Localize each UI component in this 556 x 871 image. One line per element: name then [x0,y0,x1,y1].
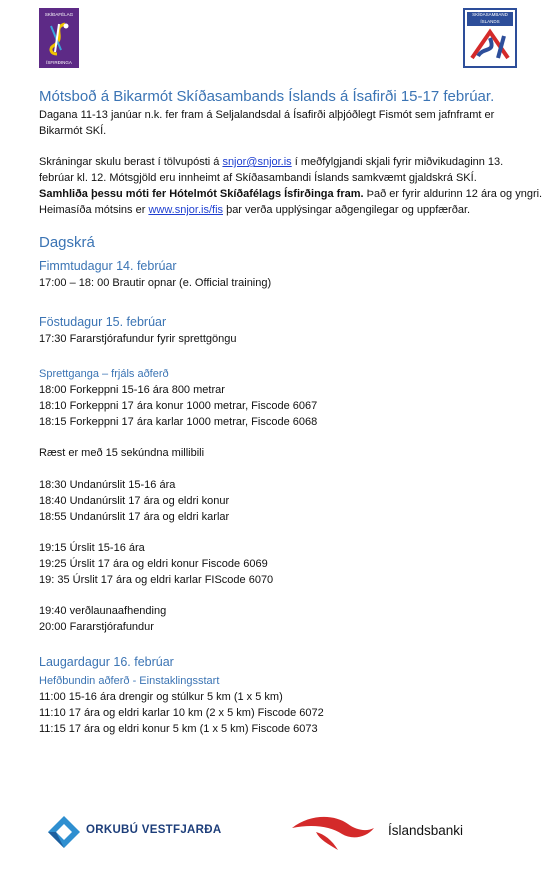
skidasamband-islands-logo [463,8,517,68]
saturday-item: 11:15 17 ára og eldri konur 5 km (1 x 5 km) Fiscode 6073 [39,723,318,735]
sprint-final-item: 19: 35 Úrslit 17 ára og eldri karlar FIScode 6070 [39,574,274,586]
orkubu-vestfjarda-logo [46,812,226,852]
diamond-logo-icon [46,814,82,850]
sprint-final-item: 19:15 Úrslit 15-16 ára [39,542,145,554]
website-pre: Heimasíða mótsins er [39,204,149,216]
orkubu-text: ORKUBÚ VESTFJARÐA [86,824,222,836]
logo-right-line1: SKÍÐASAMBAND [472,12,508,17]
closing-item: 20:00 Fararstjórafundur [39,621,154,633]
sprint-qual-item: 18:00 Forkeppni 15-16 ára 800 metrar [39,384,225,396]
ski-emblem-icon [468,28,512,64]
skier-emblem-icon [45,20,73,58]
sprint-qual-item: 18:15 Forkeppni 17 ára karlar 1000 metrar, Fiscode 6068 [39,416,318,428]
sprint-qual-item: 18:10 Forkeppni 17 ára konur 1000 metrar, Fiscode 6067 [39,400,318,412]
sprint-semi-item: 18:55 Undanúrslit 17 ára og eldri karlar [39,511,230,523]
intro-line-1: Dagana 11-13 janúar n.k. fer fram á Seljalandsdal á Ísafirði alþjóðlegt Fismót sem jafnframt er [39,109,495,121]
friday-item: 17:30 Fararstjórafundur fyrir sprettgöngu [39,333,237,345]
registration-post: í meðfylgjandi skjali fyrir miðvikudaginn 13. [291,156,504,168]
logo-right-top-text [467,12,513,26]
sprint-heading: Sprettganga – frjáls aðferð [39,368,169,380]
hotel-meet-bold: Samhliða þessu móti fer Hótelmót Skíðafélags Ísfirðinga fram. [39,188,364,200]
saturday-subheading: Hefðbundin aðferð - Einstaklingsstart [39,675,220,687]
islandsbanki-logo [290,810,500,854]
friday-heading: Föstudagur 15. febrúar [39,315,167,329]
skidafelag-isfirdinga-logo [39,8,79,68]
page-title: Mótsboð á Bikarmót Skíðasambands Íslands á Ísafirði 15-17 febrúar. [39,88,495,105]
thursday-heading: Fimmtudagur 14. febrúar [39,259,177,273]
closing-item: 19:40 verðlaunaafhending [39,605,167,617]
sprint-semi-item: 18:30 Undanúrslit 15-16 ára [39,479,176,491]
website-line [39,203,470,219]
logo-right-line2: ÍSLANDS [480,18,500,24]
hotel-meet-line [39,187,542,203]
sprint-final-item: 19:25 Úrslit 17 ára og eldri konur Fiscode 6069 [39,558,268,570]
saturday-item: 11:00 15-16 ára drengir og stúlkur 5 km (1 x 5 km) [39,691,283,703]
hotel-meet-age: Það er fyrir aldurinn 12 ára og yngri. [363,188,543,200]
email-link[interactable]: snjor@snjor.is [222,156,292,168]
logo-left-top-text: SKÍÐAFÉLAG [44,12,74,17]
islandsbanki-text: Íslandsbanki [388,823,464,838]
website-post: þar verða upplýsingar aðgengilegar og uppfærðar. [223,204,471,216]
thursday-item: 17:00 – 18: 00 Brautir opnar (e. Official training) [39,277,272,289]
registration-line [39,155,503,171]
website-link[interactable]: www.snjor.is/fis [148,204,224,216]
schedule-heading: Dagskrá [39,234,95,251]
fees-line: febrúar kl. 12. Mótsgjöld eru innheimt af Skíðasambandi Íslands samkvæmt gjaldskrá SKÍ. [39,172,477,184]
registration-pre: Skráningar skulu berast í tölvupósti á [39,156,223,168]
saturday-item: 11:10 17 ára og eldri karlar 10 km (2 x 5 km) Fiscode 6072 [39,707,324,719]
saturday-heading: Laugardagur 16. febrúar [39,655,174,669]
start-interval-note: Ræst er með 15 sekúndna millibili [39,447,205,459]
sprint-semi-item: 18:40 Undanúrslit 17 ára og eldri konur [39,495,230,507]
intro-line-2: Bikarmót SKÍ. [39,125,107,137]
islandsbanki-swirl-icon [290,810,376,854]
logo-left-bottom-text: ÍSFIRÐINGA [46,60,72,65]
